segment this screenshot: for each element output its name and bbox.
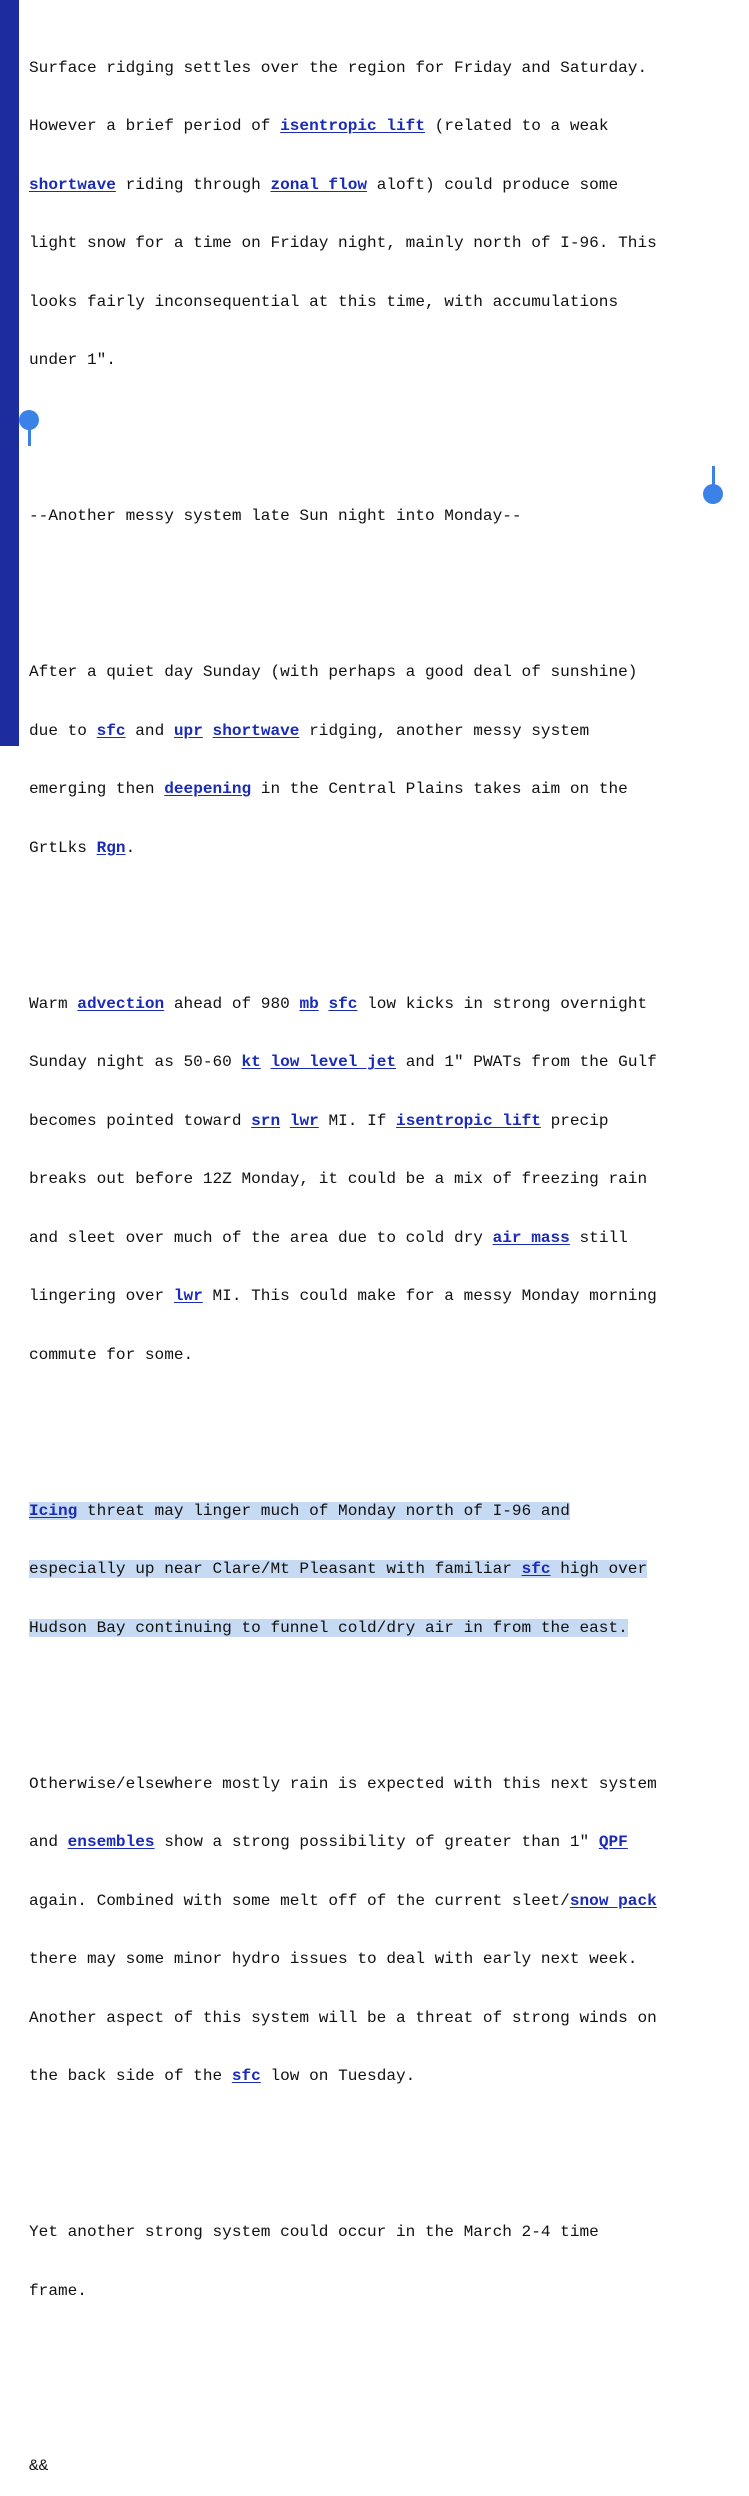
- glossary-link-lwr[interactable]: lwr: [289, 1111, 319, 1130]
- glossary-link-advection[interactable]: advection: [77, 994, 165, 1013]
- text-line: light snow for a time on Friday night, mainly north of I-96. This: [29, 234, 657, 252]
- text-line: Otherwise/elsewhere mostly rain is expected with this next system: [29, 1774, 657, 1793]
- glossary-link-icing[interactable]: Icing: [29, 1501, 78, 1520]
- selection-start-handle[interactable]: [19, 410, 39, 430]
- text-line: looks fairly inconsequential at this time, with accumulations: [29, 292, 619, 311]
- left-sidebar-bar: [0, 0, 19, 746]
- section-heading: --Another messy system late Sun night into Monday--: [29, 507, 522, 525]
- glossary-link-ensembles[interactable]: ensembles: [67, 1833, 155, 1851]
- glossary-link-low-level-jet[interactable]: low level jet: [270, 1053, 397, 1071]
- glossary-link-sfc[interactable]: sfc: [521, 1560, 551, 1578]
- glossary-link-qpf[interactable]: QPF: [598, 1833, 628, 1851]
- text-line: Surface ridging settles over the region for Friday and Saturday.: [29, 58, 648, 77]
- glossary-link-isentropic-lift[interactable]: isentropic lift: [280, 117, 425, 135]
- text-line: lingering over lwr MI. This could make for a messy Monday morning: [29, 1287, 657, 1305]
- section-end-marker: &&: [29, 2457, 49, 2475]
- forecast-discussion-text[interactable]: [29, 0, 749, 2496]
- selection-end-handle[interactable]: [703, 484, 723, 504]
- text-line: GrtLks Rgn.: [29, 838, 136, 857]
- glossary-link-kt[interactable]: kt: [241, 1053, 261, 1071]
- glossary-link-snow-pack[interactable]: snow pack: [569, 1891, 657, 1910]
- text-line: emerging then deepening in the Central Plains takes aim on the: [29, 780, 628, 798]
- selected-text-line[interactable]: Hudson Bay continuing to funnel cold/dry air in from the east.: [29, 1618, 628, 1637]
- glossary-link-sfc[interactable]: sfc: [96, 721, 126, 740]
- text-line: However a brief period of isentropic lift (related to a weak: [29, 117, 609, 135]
- text-line: and sleet over much of the area due to cold dry air mass still: [29, 1228, 628, 1247]
- text-line: frame.: [29, 2281, 87, 2300]
- text-line: Sunday night as 50-60 kt low level jet and 1" PWATs from the Gulf: [29, 1053, 657, 1071]
- glossary-link-zonal-flow[interactable]: zonal flow: [270, 175, 368, 194]
- glossary-link-shortwave[interactable]: shortwave: [212, 721, 300, 740]
- glossary-link-air-mass[interactable]: air mass: [492, 1228, 570, 1247]
- text-line: under 1".: [29, 351, 116, 369]
- glossary-link-upr[interactable]: upr: [173, 721, 203, 740]
- glossary-link-mb[interactable]: mb: [299, 994, 319, 1013]
- glossary-link-shortwave[interactable]: shortwave: [29, 175, 116, 194]
- selected-text-line[interactable]: Icing threat may linger much of Monday north of I-96 and: [29, 1501, 570, 1520]
- text-line: shortwave riding through zonal flow aloft) could produce some: [29, 175, 619, 194]
- text-line: commute for some.: [29, 1345, 194, 1364]
- selected-text-line[interactable]: especially up near Clare/Mt Pleasant with familiar sfc high over: [29, 1560, 648, 1578]
- glossary-link-lwr[interactable]: lwr: [173, 1287, 203, 1305]
- glossary-link-srn[interactable]: srn: [251, 1111, 281, 1130]
- glossary-link-rgn[interactable]: Rgn: [96, 838, 126, 857]
- text-line: the back side of the sfc low on Tuesday.: [29, 2067, 416, 2085]
- glossary-link-sfc[interactable]: sfc: [231, 2067, 261, 2085]
- text-line: becomes pointed toward srn lwr MI. If isentropic lift precip: [29, 1111, 609, 1130]
- glossary-link-deepening[interactable]: deepening: [164, 780, 252, 798]
- text-line: and ensembles show a strong possibility of greater than 1" QPF: [29, 1833, 628, 1851]
- text-line: there may some minor hydro issues to deal with early next week.: [29, 1950, 638, 1968]
- text-line: Another aspect of this system will be a threat of strong winds on: [29, 2008, 657, 2027]
- text-line: breaks out before 12Z Monday, it could be a mix of freezing rain: [29, 1170, 648, 1188]
- text-line: After a quiet day Sunday (with perhaps a good deal of sunshine): [29, 663, 638, 681]
- glossary-link-sfc[interactable]: sfc: [328, 994, 358, 1013]
- text-line: due to sfc and upr shortwave ridging, another messy system: [29, 721, 590, 740]
- glossary-link-isentropic-lift[interactable]: isentropic lift: [396, 1111, 541, 1130]
- text-line: Yet another strong system could occur in the March 2-4 time: [29, 2223, 599, 2241]
- text-line: Warm advection ahead of 980 mb sfc low kicks in strong overnight: [29, 994, 648, 1013]
- text-line: again. Combined with some melt off of the current sleet/snow pack: [29, 1891, 657, 1910]
